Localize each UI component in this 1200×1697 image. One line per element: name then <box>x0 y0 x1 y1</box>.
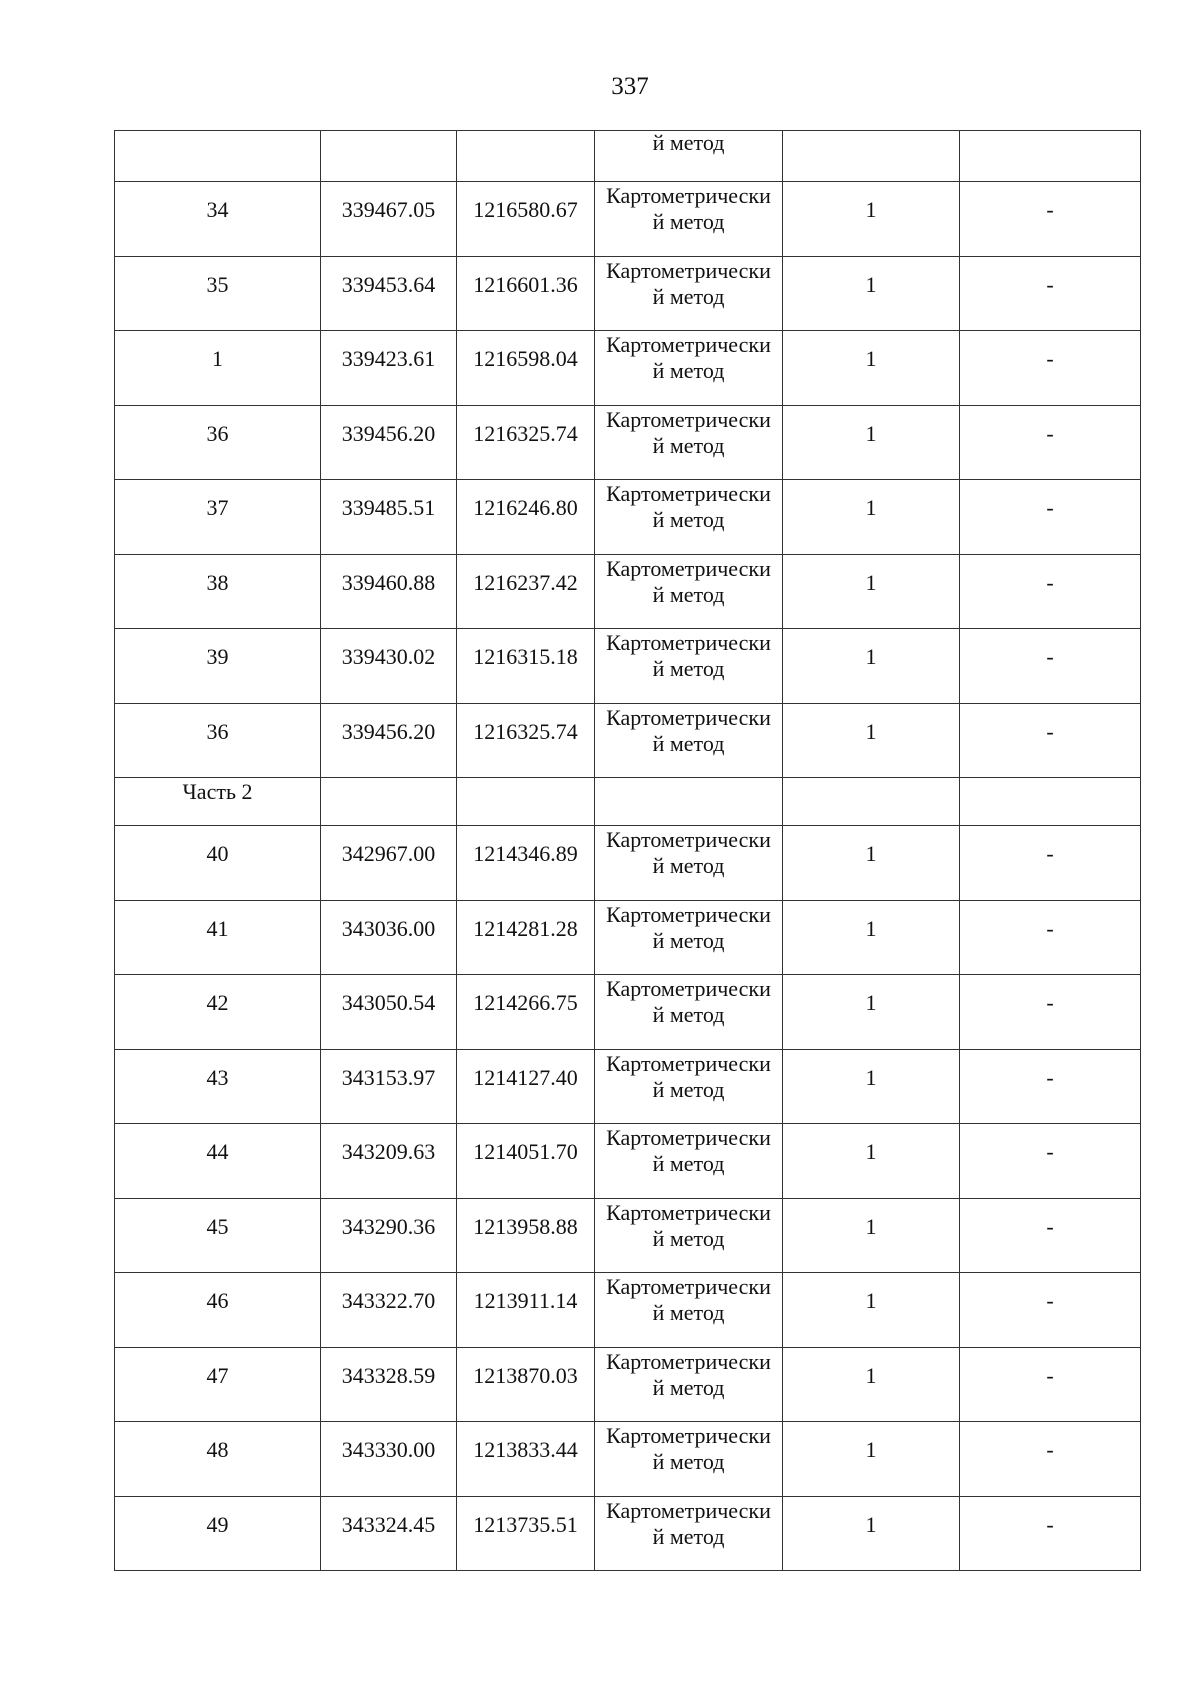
cell-precision: 1 <box>783 554 960 629</box>
cell-point-number: 44 <box>115 1124 321 1199</box>
cell-x: 339467.05 <box>321 182 457 257</box>
cell-description: - <box>960 1124 1141 1199</box>
table-row <box>115 629 1141 704</box>
table-row <box>115 900 1141 975</box>
cell-description-empty <box>960 778 1141 826</box>
cell-precision-empty <box>783 778 960 826</box>
page-number: 337 <box>611 73 649 100</box>
cell-y <box>457 131 595 182</box>
cell-y: 1214281.28 <box>457 900 595 975</box>
cell-precision: 1 <box>783 629 960 704</box>
cell-method: Картометрически й метод <box>595 480 783 555</box>
cell-point-number: 1 <box>115 331 321 406</box>
table-row <box>115 256 1141 331</box>
cell-point-number: 38 <box>115 554 321 629</box>
cell-y: 1213911.14 <box>457 1273 595 1348</box>
cell-precision: 1 <box>783 1347 960 1422</box>
table-row <box>115 405 1141 480</box>
cell-y: 1214127.40 <box>457 1049 595 1124</box>
cell-x: 343330.00 <box>321 1422 457 1497</box>
cell-point-number: 35 <box>115 256 321 331</box>
cell-precision: 1 <box>783 900 960 975</box>
cell-description: - <box>960 900 1141 975</box>
cell-precision: 1 <box>783 1198 960 1273</box>
cell-x: 343290.36 <box>321 1198 457 1273</box>
cell-x: 343328.59 <box>321 1347 457 1422</box>
cell-x: 342967.00 <box>321 826 457 901</box>
cell-description <box>960 131 1141 182</box>
cell-point-number: 36 <box>115 703 321 778</box>
cell-description: - <box>960 703 1141 778</box>
cell-x: 339456.20 <box>321 703 457 778</box>
cell-point-number: 37 <box>115 480 321 555</box>
table-row <box>115 480 1141 555</box>
cell-description: - <box>960 1422 1141 1497</box>
cell-y: 1216315.18 <box>457 629 595 704</box>
cell-description: - <box>960 1198 1141 1273</box>
table-row-continuation <box>115 131 1141 182</box>
cell-description: - <box>960 331 1141 406</box>
cell-method: Картометрически й метод <box>595 331 783 406</box>
cell-y: 1216598.04 <box>457 331 595 406</box>
cell-x: 339460.88 <box>321 554 457 629</box>
cell-point-number: 43 <box>115 1049 321 1124</box>
cell-point-number: 39 <box>115 629 321 704</box>
cell-description: - <box>960 480 1141 555</box>
table-row <box>115 826 1141 901</box>
cell-point-number: 40 <box>115 826 321 901</box>
table-row <box>115 975 1141 1050</box>
cell-point-number: 34 <box>115 182 321 257</box>
cell-precision: 1 <box>783 480 960 555</box>
cell-y: 1214266.75 <box>457 975 595 1050</box>
cell-method: Картометрически й метод <box>595 1198 783 1273</box>
cell-x: 343324.45 <box>321 1496 457 1571</box>
cell-precision: 1 <box>783 826 960 901</box>
cell-precision: 1 <box>783 256 960 331</box>
cell-y: 1213958.88 <box>457 1198 595 1273</box>
cell-point-number: 47 <box>115 1347 321 1422</box>
cell-point-number: 49 <box>115 1496 321 1571</box>
cell-precision: 1 <box>783 1496 960 1571</box>
table-row-part-header <box>115 778 1141 826</box>
cell-point-number <box>115 131 321 182</box>
table-row <box>115 1496 1141 1571</box>
cell-method: Картометрически й метод <box>595 826 783 901</box>
table-row <box>115 554 1141 629</box>
table-row <box>115 1422 1141 1497</box>
cell-method: Картометрически й метод <box>595 900 783 975</box>
cell-point-number: 42 <box>115 975 321 1050</box>
cell-precision: 1 <box>783 405 960 480</box>
cell-description: - <box>960 629 1141 704</box>
cell-description: - <box>960 975 1141 1050</box>
cell-precision <box>783 131 960 182</box>
cell-method: й метод <box>595 131 783 182</box>
cell-x: 339423.61 <box>321 331 457 406</box>
table-row <box>115 1347 1141 1422</box>
cell-point-number: 41 <box>115 900 321 975</box>
cell-method: Картометрически й метод <box>595 629 783 704</box>
cell-y: 1216325.74 <box>457 405 595 480</box>
coordinates-table-body <box>115 131 1141 1571</box>
cell-method: Картометрически й метод <box>595 1422 783 1497</box>
part-label: Часть 2 <box>115 778 321 826</box>
cell-method: Картометрически й метод <box>595 1347 783 1422</box>
cell-x: 343209.63 <box>321 1124 457 1199</box>
cell-y: 1214051.70 <box>457 1124 595 1199</box>
cell-y: 1216246.80 <box>457 480 595 555</box>
cell-x <box>321 131 457 182</box>
cell-y: 1213735.51 <box>457 1496 595 1571</box>
table-row <box>115 1273 1141 1348</box>
cell-point-number: 45 <box>115 1198 321 1273</box>
cell-x: 339453.64 <box>321 256 457 331</box>
table-row <box>115 1198 1141 1273</box>
cell-y-empty <box>457 778 595 826</box>
cell-point-number: 48 <box>115 1422 321 1497</box>
cell-precision: 1 <box>783 1273 960 1348</box>
cell-precision: 1 <box>783 182 960 257</box>
cell-method: Картометрически й метод <box>595 182 783 257</box>
cell-method: Картометрически й метод <box>595 554 783 629</box>
table-row <box>115 703 1141 778</box>
cell-method: Картометрически й метод <box>595 975 783 1050</box>
cell-description: - <box>960 405 1141 480</box>
table-row <box>115 1124 1141 1199</box>
cell-x: 343153.97 <box>321 1049 457 1124</box>
cell-description: - <box>960 1273 1141 1348</box>
cell-precision: 1 <box>783 331 960 406</box>
table-row <box>115 1049 1141 1124</box>
cell-method: Картометрически й метод <box>595 1049 783 1124</box>
cell-y: 1213833.44 <box>457 1422 595 1497</box>
cell-method: Картометрически й метод <box>595 256 783 331</box>
cell-y: 1216601.36 <box>457 256 595 331</box>
cell-x: 339456.20 <box>321 405 457 480</box>
cell-description: - <box>960 1049 1141 1124</box>
cell-precision: 1 <box>783 975 960 1050</box>
cell-method: Картометрически й метод <box>595 1496 783 1571</box>
cell-x: 339485.51 <box>321 480 457 555</box>
cell-x: 343050.54 <box>321 975 457 1050</box>
cell-method: Картометрически й метод <box>595 1124 783 1199</box>
cell-x: 343322.70 <box>321 1273 457 1348</box>
cell-y: 1213870.03 <box>457 1347 595 1422</box>
cell-precision: 1 <box>783 1049 960 1124</box>
cell-description: - <box>960 826 1141 901</box>
cell-precision: 1 <box>783 1422 960 1497</box>
cell-y: 1216325.74 <box>457 703 595 778</box>
cell-method: Картометрически й метод <box>595 703 783 778</box>
cell-description: - <box>960 256 1141 331</box>
cell-x-empty <box>321 778 457 826</box>
coordinates-table <box>114 130 1141 1571</box>
cell-y: 1216580.67 <box>457 182 595 257</box>
cell-y: 1216237.42 <box>457 554 595 629</box>
cell-x: 343036.00 <box>321 900 457 975</box>
cell-method: Картометрически й метод <box>595 1273 783 1348</box>
cell-point-number: 36 <box>115 405 321 480</box>
cell-precision: 1 <box>783 1124 960 1199</box>
cell-precision: 1 <box>783 703 960 778</box>
cell-method-empty <box>595 778 783 826</box>
cell-description: - <box>960 1496 1141 1571</box>
cell-method: Картометрически й метод <box>595 405 783 480</box>
cell-description: - <box>960 1347 1141 1422</box>
cell-point-number: 46 <box>115 1273 321 1348</box>
table-row <box>115 331 1141 406</box>
cell-x: 339430.02 <box>321 629 457 704</box>
cell-description: - <box>960 182 1141 257</box>
table-row <box>115 182 1141 257</box>
cell-description: - <box>960 554 1141 629</box>
cell-y: 1214346.89 <box>457 826 595 901</box>
